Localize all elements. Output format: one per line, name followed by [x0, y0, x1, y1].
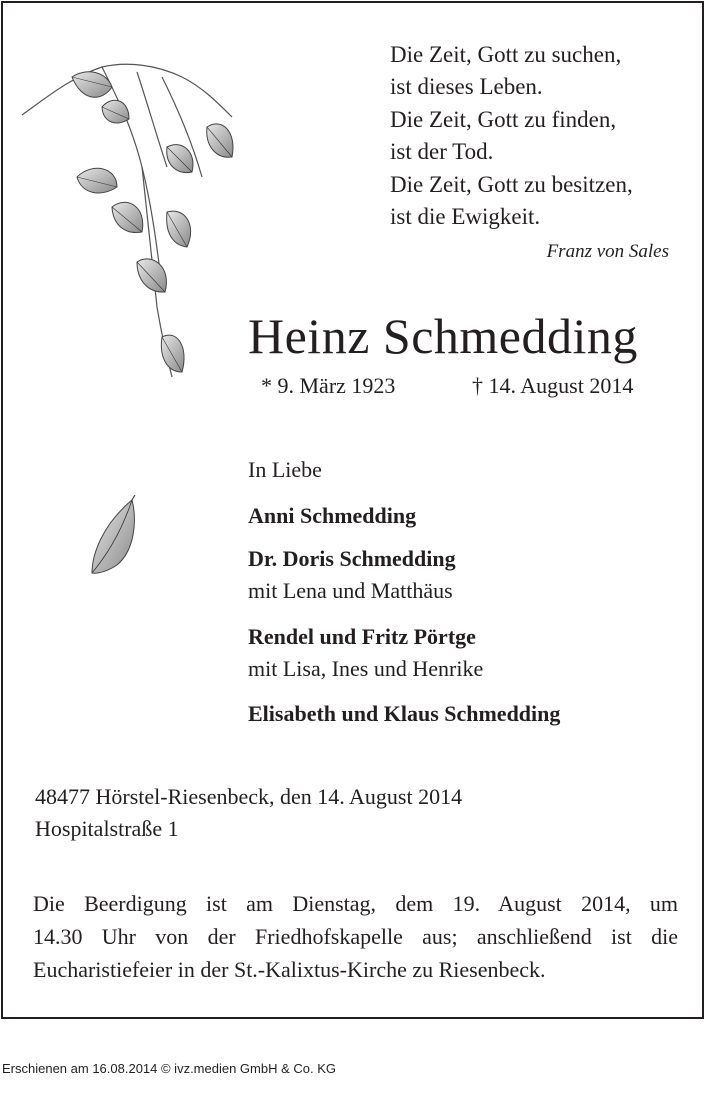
funeral-line: Die Beerdigung ist am Dienstag, dem 19. August 2014, um [33, 891, 678, 916]
leaf-8 [137, 259, 166, 292]
mourner-name: Anni Schmedding [248, 503, 417, 528]
death-date: † 14. August 2014 [472, 373, 634, 398]
leaf-6 [112, 202, 143, 232]
leaf-9 [161, 335, 184, 372]
quote-line: Die Zeit, Gott zu finden, [390, 107, 617, 132]
mourner-name: Elisabeth und Klaus Schmedding [248, 701, 561, 726]
leaf-3 [167, 145, 193, 173]
leaf-2 [102, 100, 129, 123]
funeral-notice [33, 887, 678, 986]
address-line: Hospitalstraße 1 [35, 816, 179, 841]
mourners-intro: In Liebe [248, 457, 322, 482]
quote-line: Die Zeit, Gott zu besitzen, [390, 172, 633, 197]
quote-line: ist die Ewigkeit. [390, 204, 541, 229]
obituary-frame [1, 1, 704, 1019]
leaf-4 [207, 124, 233, 157]
deceased-name: Heinz Schmedding [248, 308, 638, 364]
mourner-detail: mit Lena und Matthäus [248, 578, 453, 603]
quote-line: ist der Tod. [390, 139, 494, 164]
funeral-line: Eucharistiefeier in der St.-Kalixtus-Kirche zu Riesenbeck. [33, 957, 546, 982]
publication-footer: Erschienen am 16.08.2014 © ivz.medien GmbH & Co. KG [2, 1061, 337, 1076]
quote-author: Franz von Sales [546, 241, 669, 262]
quote-line: Die Zeit, Gott zu suchen, [390, 42, 622, 67]
mourner-name: Rendel und Fritz Pörtge [248, 624, 476, 649]
mourner-detail: mit Lisa, Ines und Henrike [248, 656, 484, 681]
leaf-5 [77, 168, 117, 193]
funeral-line: 14.30 Uhr von der Friedhofskapelle aus; anschließend ist die [33, 924, 678, 949]
address-line: 48477 Hörstel-Riesenbeck, den 14. August 2014 [35, 784, 463, 809]
mourner-name: Dr. Doris Schmedding [248, 546, 456, 571]
quote-line: ist dieses Leben. [390, 74, 543, 99]
birch-branch-illustration [17, 47, 277, 427]
birth-date: * 9. März 1923 [261, 373, 396, 398]
leaf-7 [167, 211, 191, 247]
falling-leaf-illustration [87, 495, 147, 585]
